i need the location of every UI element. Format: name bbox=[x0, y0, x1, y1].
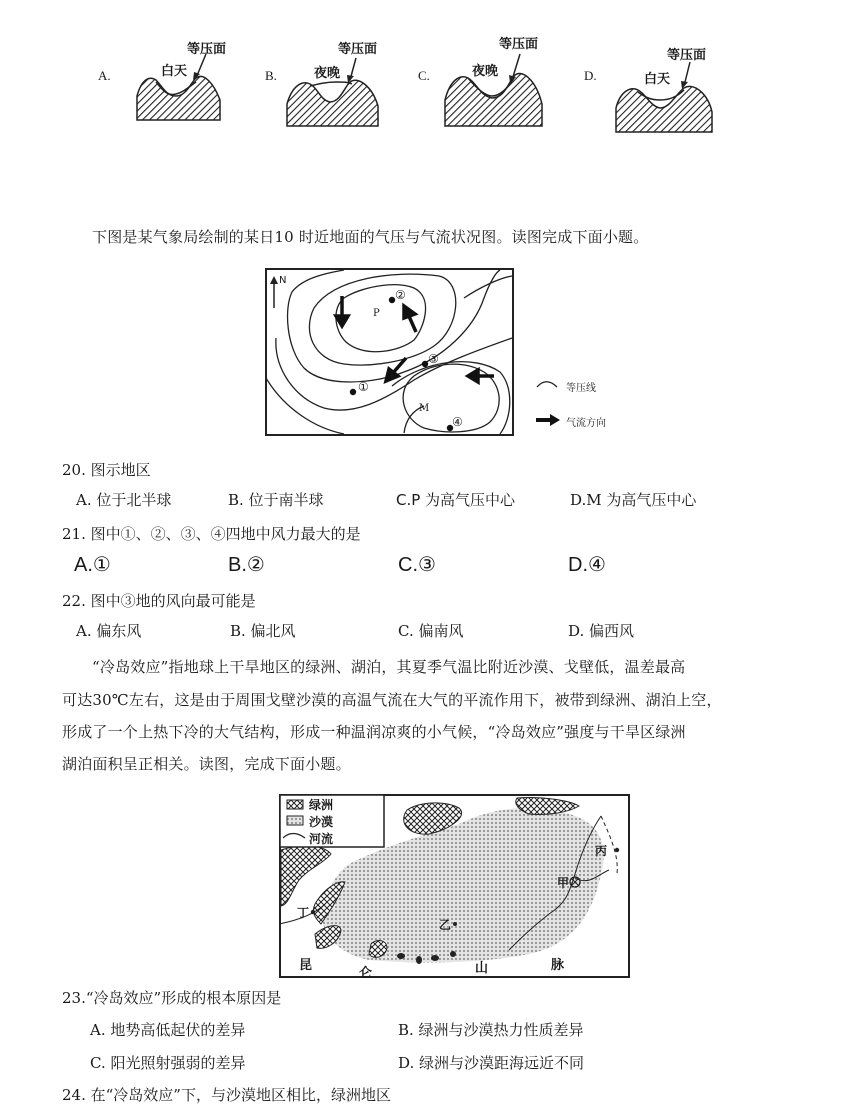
q23-option-d[interactable]: D. 绿洲与沙漠距海远近不同 bbox=[398, 1054, 585, 1072]
place-yi: 乙 bbox=[439, 918, 452, 932]
isobar-line bbox=[310, 82, 352, 86]
q22-option-b[interactable]: B. 偏北风 bbox=[230, 622, 296, 640]
q22-option-a[interactable]: A. 偏东风 bbox=[76, 622, 142, 640]
q22-stem: 22. 图中③地的风向最可能是 bbox=[62, 592, 256, 610]
label-p: P bbox=[373, 308, 380, 319]
legend-flow-head bbox=[550, 414, 560, 426]
mountain-char-1: 昆 bbox=[299, 958, 313, 973]
mountain-shape bbox=[137, 76, 220, 120]
option-b-letter: B. bbox=[265, 68, 277, 83]
option-a-time: 白天 bbox=[161, 64, 188, 79]
point-1: ① bbox=[358, 380, 369, 394]
option-c-letter: C. bbox=[418, 68, 430, 83]
legend-isobar-symbol bbox=[537, 382, 557, 387]
place-ding: 丁 bbox=[297, 906, 310, 920]
mountain-char-3: 山 bbox=[475, 961, 489, 976]
north-label: N bbox=[279, 275, 287, 286]
legend-desert-label: 沙漠 bbox=[309, 815, 334, 829]
q23-option-b[interactable]: B. 绿洲与沙漠热力性质差异 bbox=[398, 1021, 584, 1039]
point-4: ④ bbox=[452, 415, 463, 429]
q23-option-c[interactable]: C. 阳光照射强弱的差异 bbox=[90, 1054, 246, 1072]
q23-option-a[interactable]: A. 地势高低起伏的差异 bbox=[90, 1021, 246, 1039]
q21-stem: 21. 图中①、②、③、④四地中风力最大的是 bbox=[62, 525, 361, 543]
pressure-map-svg bbox=[264, 268, 614, 438]
passage-line-1: “冷岛效应”指地球上干旱地区的绿洲、湖泊，其夏季气温比附近沙漠、戈壁低，温差最高 bbox=[92, 658, 686, 676]
q21-option-a[interactable]: A.① bbox=[74, 554, 111, 576]
intro-paragraph: 下图是某气象局绘制的某日10 时近地面的气压与气流状况图。读图完成下面小题。 bbox=[92, 228, 649, 246]
place-jia: 甲 bbox=[557, 876, 570, 890]
q20-stem: 20. 图示地区 bbox=[62, 461, 151, 479]
mountain-char-4: 脉 bbox=[551, 958, 565, 973]
legend-isobar-label: 等压线 bbox=[566, 383, 596, 394]
mountain-shape bbox=[445, 74, 542, 126]
place-bing: 丙 bbox=[595, 844, 608, 858]
q21-option-b[interactable]: B.② bbox=[228, 554, 265, 576]
option-d-letter: D. bbox=[584, 68, 597, 83]
q22-option-d[interactable]: D. 偏西风 bbox=[568, 622, 635, 640]
q22-option-c[interactable]: C. 偏南风 bbox=[398, 622, 464, 640]
q21-option-c[interactable]: C.③ bbox=[398, 554, 436, 576]
mountain-shape bbox=[287, 80, 378, 126]
isobaric-surface-diagrams bbox=[0, 0, 860, 150]
mountain-shape bbox=[616, 86, 712, 132]
q21-option-d[interactable]: D.④ bbox=[568, 554, 606, 576]
passage-line-4: 湖泊面积呈正相关。读图，完成下面小题。 bbox=[62, 755, 351, 773]
point-yi bbox=[453, 922, 457, 926]
oasis-desert-map bbox=[279, 794, 631, 979]
pressure-map-figure bbox=[264, 268, 614, 438]
legend-river-label: 河流 bbox=[309, 832, 334, 846]
q20-option-c[interactable]: C.P 为高气压中心 bbox=[396, 491, 516, 509]
q20-option-b[interactable]: B. 位于南半球 bbox=[228, 491, 324, 509]
option-a-label: 等压面 bbox=[187, 42, 227, 57]
option-b-label: 等压面 bbox=[338, 42, 378, 57]
q20-option-a[interactable]: A. 位于北半球 bbox=[76, 491, 172, 509]
point-bing bbox=[615, 848, 619, 852]
legend-oasis-label: 绿洲 bbox=[309, 798, 334, 812]
q23-stem: 23.“冷岛效应”形成的根本原因是 bbox=[62, 989, 282, 1007]
point-ding bbox=[311, 910, 315, 914]
mountain-char-2: 仑 bbox=[359, 966, 373, 981]
passage-line-3: 形成了一个上热下冷的大气结构，形成一种温润凉爽的小气候，“冷岛效应”强度与干旱区绿洲 bbox=[62, 723, 686, 741]
isobaric-diagrams-svg bbox=[0, 0, 860, 150]
option-d-time: 白天 bbox=[644, 72, 671, 87]
q20-option-d[interactable]: D.M 为高气压中心 bbox=[570, 491, 697, 509]
option-a-letter: A. bbox=[98, 68, 111, 83]
legend-oasis-swatch bbox=[287, 800, 303, 809]
option-c-time: 夜晚 bbox=[472, 64, 499, 79]
option-b-time: 夜晚 bbox=[314, 66, 341, 81]
point-2: ② bbox=[395, 288, 406, 302]
map-frame bbox=[266, 269, 513, 435]
legend-desert-swatch bbox=[287, 816, 303, 825]
q24-stem: 24. 在“冷岛效应”下，与沙漠地区相比，绿洲地区 bbox=[62, 1086, 391, 1104]
option-d-label: 等压面 bbox=[667, 48, 707, 63]
point-3: ③ bbox=[428, 352, 439, 366]
label-m: M bbox=[419, 403, 430, 414]
passage-line-2: 可达30℃左右，这是由于周围戈壁沙漠的高温气流在大气的平流作用下，被带到绿洲、湖泊上空， bbox=[62, 691, 722, 709]
legend-flow-label: 气流方向 bbox=[566, 418, 606, 429]
option-c-label: 等压面 bbox=[499, 37, 539, 52]
